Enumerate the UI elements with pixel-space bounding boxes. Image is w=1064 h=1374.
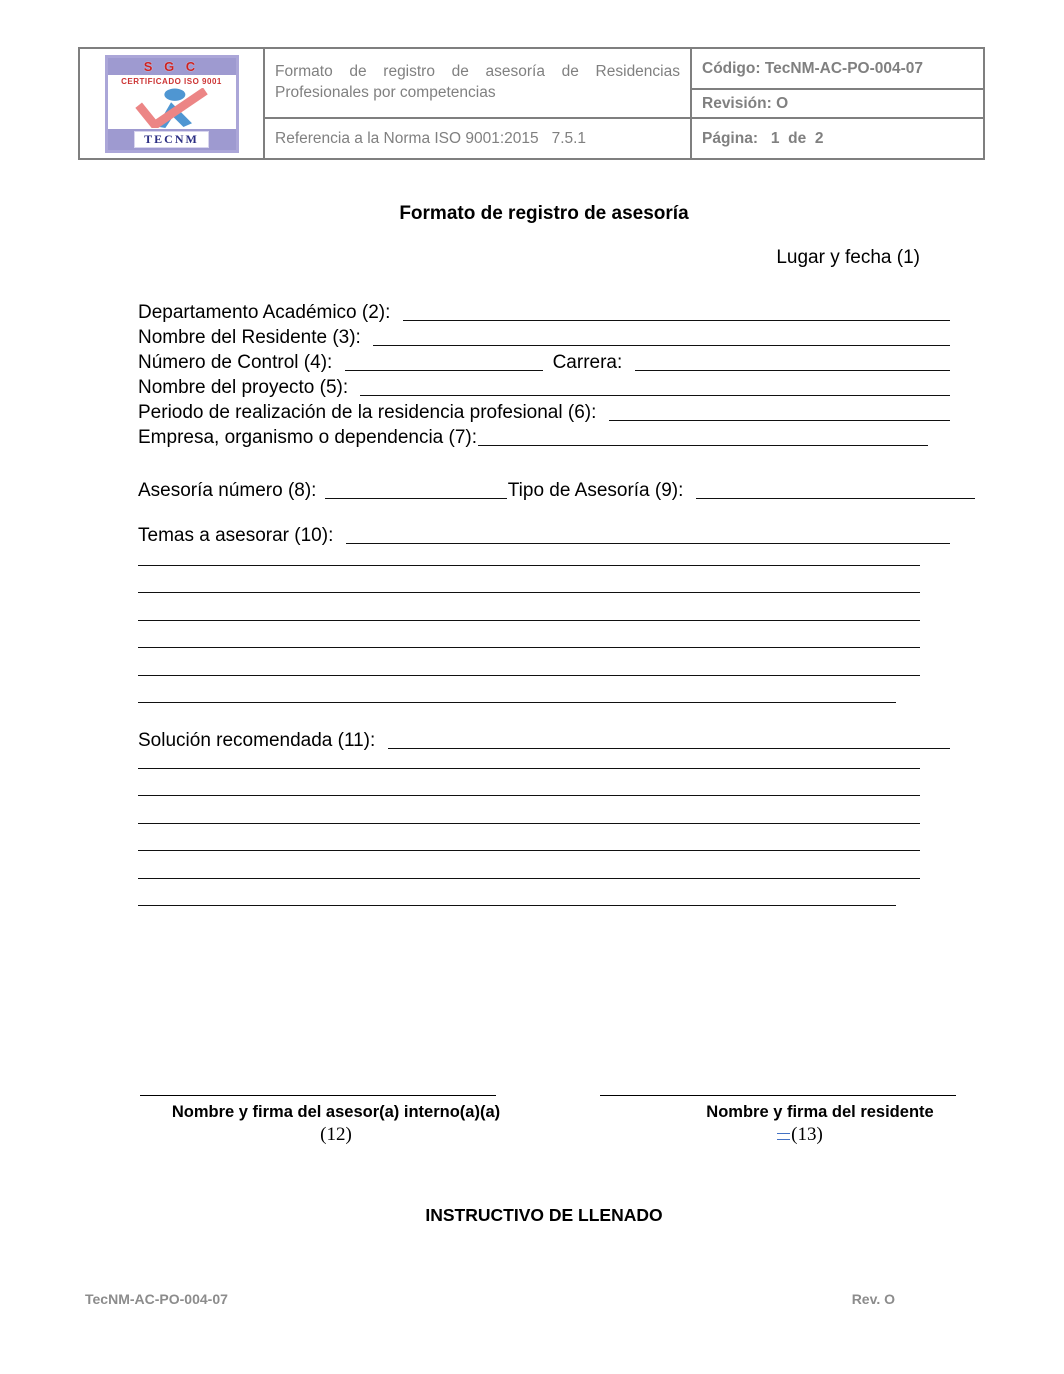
field-label: Empresa, organismo o dependencia (7):: [138, 427, 478, 448]
temas-write-lines: [138, 538, 950, 703]
field-fill-line: [403, 320, 950, 321]
field-row-asesoria: [138, 477, 975, 502]
field-row-periodo: [138, 399, 950, 424]
instructivo-heading: INSTRUCTIVO DE LLENADO: [425, 1205, 663, 1225]
blank-write-line: [138, 851, 920, 879]
lugar-fecha-label: Lugar y fecha (1): [776, 247, 920, 268]
blank-write-line: [138, 566, 920, 594]
header-reference-cell: [263, 117, 690, 158]
sgc-tecnm-logo: [105, 55, 239, 153]
header-codigo: Código: TecNM-AC-PO-004-07: [702, 59, 924, 77]
blank-write-line: [138, 796, 920, 824]
field-label-tipo-asesoria: Tipo de Asesoría (9):: [507, 480, 689, 501]
header-doc-title-cell: [263, 49, 690, 117]
field-fill-line: [373, 345, 950, 346]
blank-write-line: [138, 676, 896, 704]
blank-write-line: [138, 824, 920, 852]
header-codigo-cell: [690, 49, 983, 88]
field-label: Nombre del Residente (3):: [138, 327, 367, 348]
signature-line: [140, 1095, 496, 1096]
blue-underscore-mark: [777, 1133, 790, 1140]
footer-document-code: TecNM-AC-PO-004-07: [85, 1291, 228, 1307]
field-label: Nombre del proyecto (5):: [138, 377, 354, 398]
field-label: Número de Control (4):: [138, 352, 338, 373]
page-footer: [85, 1291, 895, 1307]
certificado-iso-label: CERTIFICADO ISO 9001: [121, 76, 222, 86]
field-fill-line: [360, 395, 950, 396]
field-label: Periodo de realización de la residencia profesional (6):: [138, 402, 602, 423]
field-fill-line: [345, 370, 543, 371]
signature-number-13: (13): [600, 1124, 970, 1146]
signature-label-asesor: Nombre y firma del asesor(a) interno(a)(a): [171, 1103, 501, 1121]
blank-write-line: [138, 593, 920, 621]
header-revision: Revisión: O: [702, 94, 789, 112]
header-reference: Referencia a la Norma ISO 9001:2015 7.5.1: [275, 129, 587, 147]
header-pagina-cell: [690, 117, 983, 158]
blank-write-line: [138, 538, 920, 566]
blank-write-line: [138, 648, 920, 676]
field-fill-line: [325, 498, 507, 499]
blank-write-line: [138, 769, 920, 797]
blank-write-line: [138, 879, 896, 907]
form-fields: [138, 299, 950, 449]
field-row-numero-control: [138, 349, 950, 374]
field-label: Temas a asesorar (10):: [138, 525, 339, 546]
field-fill-line: [635, 370, 950, 371]
field-row-departamento: [138, 299, 950, 324]
field-label: Asesoría número (8):: [138, 480, 322, 501]
header-doc-title: Formato de registro de asesoría de Residencias Profesionales por competencias: [275, 63, 680, 101]
field-label: Solución recomendada (11):: [138, 730, 381, 751]
blank-write-line: [138, 621, 920, 649]
signature-label-residente: Nombre y firma del residente: [706, 1103, 934, 1121]
tecnm-label: TECNM: [134, 131, 209, 148]
checkmark-person-icon: [108, 88, 236, 129]
solucion-write-lines: [138, 741, 950, 906]
field-row-proyecto: [138, 374, 950, 399]
field-label: Departamento Académico (2):: [138, 302, 396, 323]
field-row-residente: [138, 324, 950, 349]
header-revision-cell: [690, 88, 983, 117]
signature-number-12: (12): [320, 1124, 352, 1145]
blank-write-line: [138, 741, 920, 769]
field-fill-line: [609, 420, 950, 421]
signature-block-asesor: [140, 1095, 532, 1146]
sgc-label: S G C: [143, 58, 200, 74]
logo-sgc-band: [108, 58, 236, 75]
logo-cell: [80, 49, 263, 158]
footer-revision: Rev. O: [851, 1291, 895, 1307]
field-label-carrera: Carrera:: [552, 352, 628, 373]
field-row-empresa: [138, 424, 950, 449]
logo-tecnm-band: [108, 129, 236, 150]
field-fill-line: [478, 445, 928, 446]
header-pagina: Página: 1 de 2: [702, 129, 824, 147]
field-fill-line: [696, 498, 975, 499]
signature-line: [600, 1095, 956, 1096]
header-table: [78, 47, 985, 160]
signature-block-residente: [600, 1095, 970, 1146]
form-title: Formato de registro de asesoría: [399, 203, 689, 224]
